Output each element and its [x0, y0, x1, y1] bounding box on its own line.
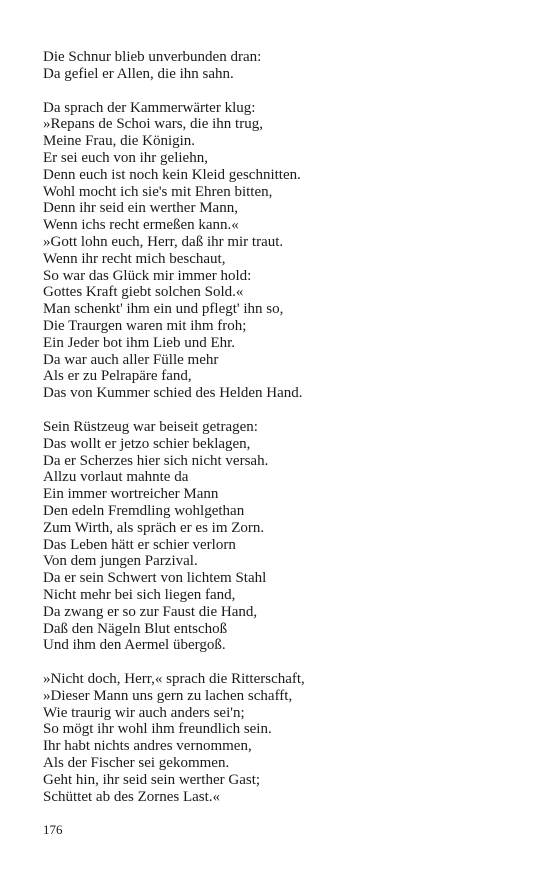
verse-line: »Dieser Mann uns gern zu lachen schafft, [43, 687, 293, 704]
verse-line: Als er zu Pelrapäre fand, [43, 368, 192, 385]
verse-line: Wie traurig wir auch anders sei'n; [43, 704, 245, 721]
poem-text [43, 49, 513, 822]
verse-line: Das wollt er jetzo schier beklagen, [43, 435, 251, 452]
verse-line: Wenn ihr recht mich beschaut, [43, 250, 226, 267]
verse-line: Von dem jungen Parzival. [43, 553, 198, 570]
verse-line: Denn ihr seid ein werther Mann, [43, 200, 238, 217]
verse-line: Als der Fischer sei gekommen. [43, 755, 230, 772]
verse-line: Zum Wirth, als spräch er es im Zorn. [43, 519, 265, 536]
verse-line: »Repans de Schoi wars, die ihn trug, [43, 116, 263, 133]
verse-line: Meine Frau, die Königin. [43, 133, 196, 150]
verse-line: So war das Glück mir immer hold: [43, 267, 252, 284]
verse-line: Man schenkt' ihm ein und pflegt' ihn so, [43, 301, 284, 318]
verse-line: Allzu vorlaut mahnte da [43, 469, 189, 486]
verse-line: Schüttet ab des Zornes Last.« [43, 788, 221, 805]
verse-line: Den edeln Fremdling wohlgethan [43, 502, 245, 519]
verse-line: Die Traurgen waren mit ihm froh; [43, 317, 247, 334]
verse-line: »Gott lohn euch, Herr, daß ihr mir traut. [43, 233, 284, 250]
stanza [43, 419, 513, 654]
verse-line: Da gefiel er Allen, die ihn sahn. [43, 65, 234, 82]
verse-line: Wohl mocht ich sie's mit Ehren bitten, [43, 183, 273, 200]
stanza [43, 671, 513, 805]
verse-line: Sein Rüstzeug war beiseit getragen: [43, 418, 258, 435]
verse-line: »Nicht doch, Herr,« sprach die Ritterschaft, [43, 671, 305, 688]
stanza [43, 49, 513, 83]
stanza [43, 100, 513, 402]
verse-line: Und ihm den Aermel übergoß. [43, 637, 226, 654]
verse-line: Die Schnur blieb unverbunden dran: [43, 49, 262, 65]
verse-line: Er sei euch von ihr geliehn, [43, 149, 208, 166]
verse-line: Wenn ichs recht ermeßen kann.« [43, 217, 239, 234]
verse-line: So mögt ihr wohl ihm freundlich sein. [43, 721, 272, 738]
verse-line: Ein immer wortreicher Mann [43, 486, 219, 503]
verse-line: Da sprach der Kammerwärter klug: [43, 99, 256, 116]
verse-line: Daß den Nägeln Blut entschoß [43, 620, 228, 637]
verse-line: Denn euch ist noch kein Kleid geschnitten. [43, 166, 301, 183]
verse-line: Da er sein Schwert von lichtem Stahl [43, 570, 267, 587]
verse-line: Da er Scherzes hier sich nicht versah. [43, 452, 269, 469]
verse-line: Da zwang er so zur Faust die Hand, [43, 603, 258, 620]
verse-line: Geht hin, ihr seid sein werther Gast; [43, 771, 261, 788]
verse-line: Ihr habt nichts andres vernommen, [43, 738, 252, 755]
page-number: 176 [43, 822, 63, 837]
verse-line: Gottes Kraft giebt solchen Sold.« [43, 284, 244, 301]
verse-line: Da war auch aller Fülle mehr [43, 351, 219, 368]
verse-line: Das von Kummer schied des Helden Hand. [43, 385, 303, 402]
verse-line: Das Leben hätt er schier verlorn [43, 536, 236, 553]
verse-line: Ein Jeder bot ihm Lieb und Ehr. [43, 334, 236, 351]
verse-line: Nicht mehr bei sich liegen fand, [43, 586, 236, 603]
